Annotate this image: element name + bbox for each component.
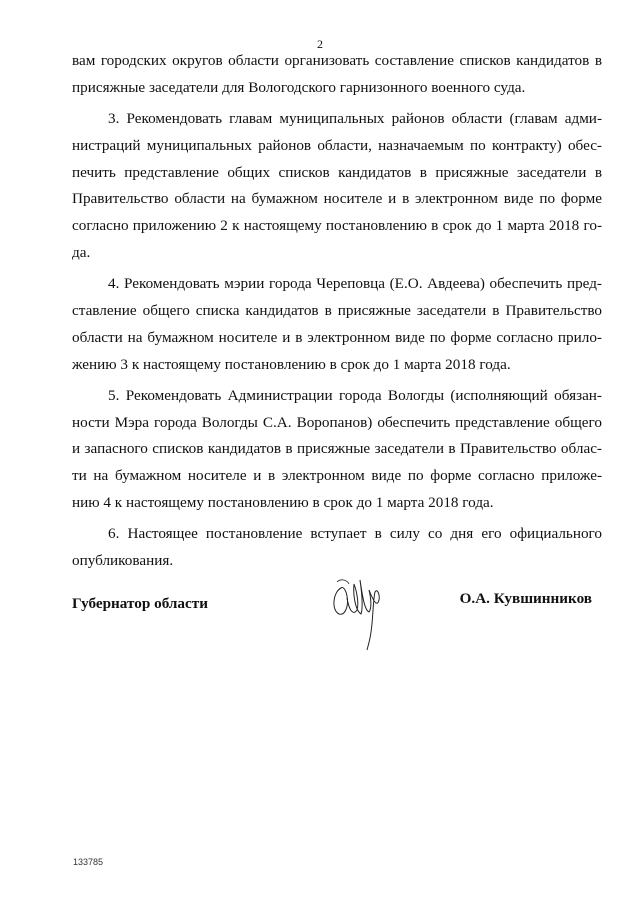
paragraph-item-5 <box>72 383 602 517</box>
handwritten-signature <box>327 570 387 655</box>
text-line: ти на бумажном носителе и в электронном виде по форме согласно приложе- <box>72 467 602 485</box>
text-line: 4. Рекомендовать мэрии города Череповца (Е.О. Авдеева) обеспечить пред- <box>108 275 602 293</box>
text-line: жению 3 к настоящему постановлению в срок до 1 марта 2018 года. <box>72 355 511 373</box>
text-line: присяжные заседатели для Вологодского гарнизонного военного суда. <box>72 78 526 96</box>
text-line: и запасного списков кандидатов в присяжные заседатели в Правительство облас- <box>72 440 602 458</box>
text-line: ности Мэра города Вологды С.А. Воропанов) обеспечить представление общего <box>72 413 602 431</box>
text-line: 6. Настоящее постановление вступает в силу со дня его официального <box>108 525 602 543</box>
page-number: 2 <box>317 37 323 51</box>
text-line: 3. Рекомендовать главам муниципальных районов области (главам адми- <box>108 109 602 127</box>
paragraph-item-3 <box>72 106 602 267</box>
signatory-name: О.А. Кувшинников <box>459 590 592 607</box>
signatory-title: Губернатор области <box>72 595 208 612</box>
text-line: согласно приложению 2 к настоящему постановлению в срок до 1 марта 2018 го- <box>72 217 602 235</box>
text-line: ставление общего списка кандидатов в присяжные заседатели в Правительство <box>72 302 602 320</box>
document-body <box>72 48 602 575</box>
text-line: вам городских округов области организовать составление списков кандидатов в <box>72 52 602 69</box>
document-number: 133785 <box>73 857 104 867</box>
text-line: опубликования. <box>72 552 174 570</box>
paragraph-continuation <box>72 48 602 102</box>
paragraph-item-6 <box>72 521 602 575</box>
text-line: области на бумажном носителе и в электронном виде по форме согласно прило- <box>72 328 602 346</box>
text-line: печить представление общих списков кандидатов в присяжные заседатели в <box>72 163 602 181</box>
signature-block <box>72 590 602 670</box>
text-line: 5. Рекомендовать Администрации города Вологды (исполняющий обязан- <box>108 386 602 404</box>
text-line: нистраций муниципальных районов области, назначаемым по контракту) обес- <box>72 136 602 154</box>
text-line: Правительство области на бумажном носителе и в электронном виде по форме <box>72 190 602 208</box>
text-line: да. <box>72 244 91 262</box>
text-line: нию 4 к настоящему постановлению в срок до 1 марта 2018 года. <box>72 494 494 512</box>
paragraph-item-4 <box>72 271 602 379</box>
